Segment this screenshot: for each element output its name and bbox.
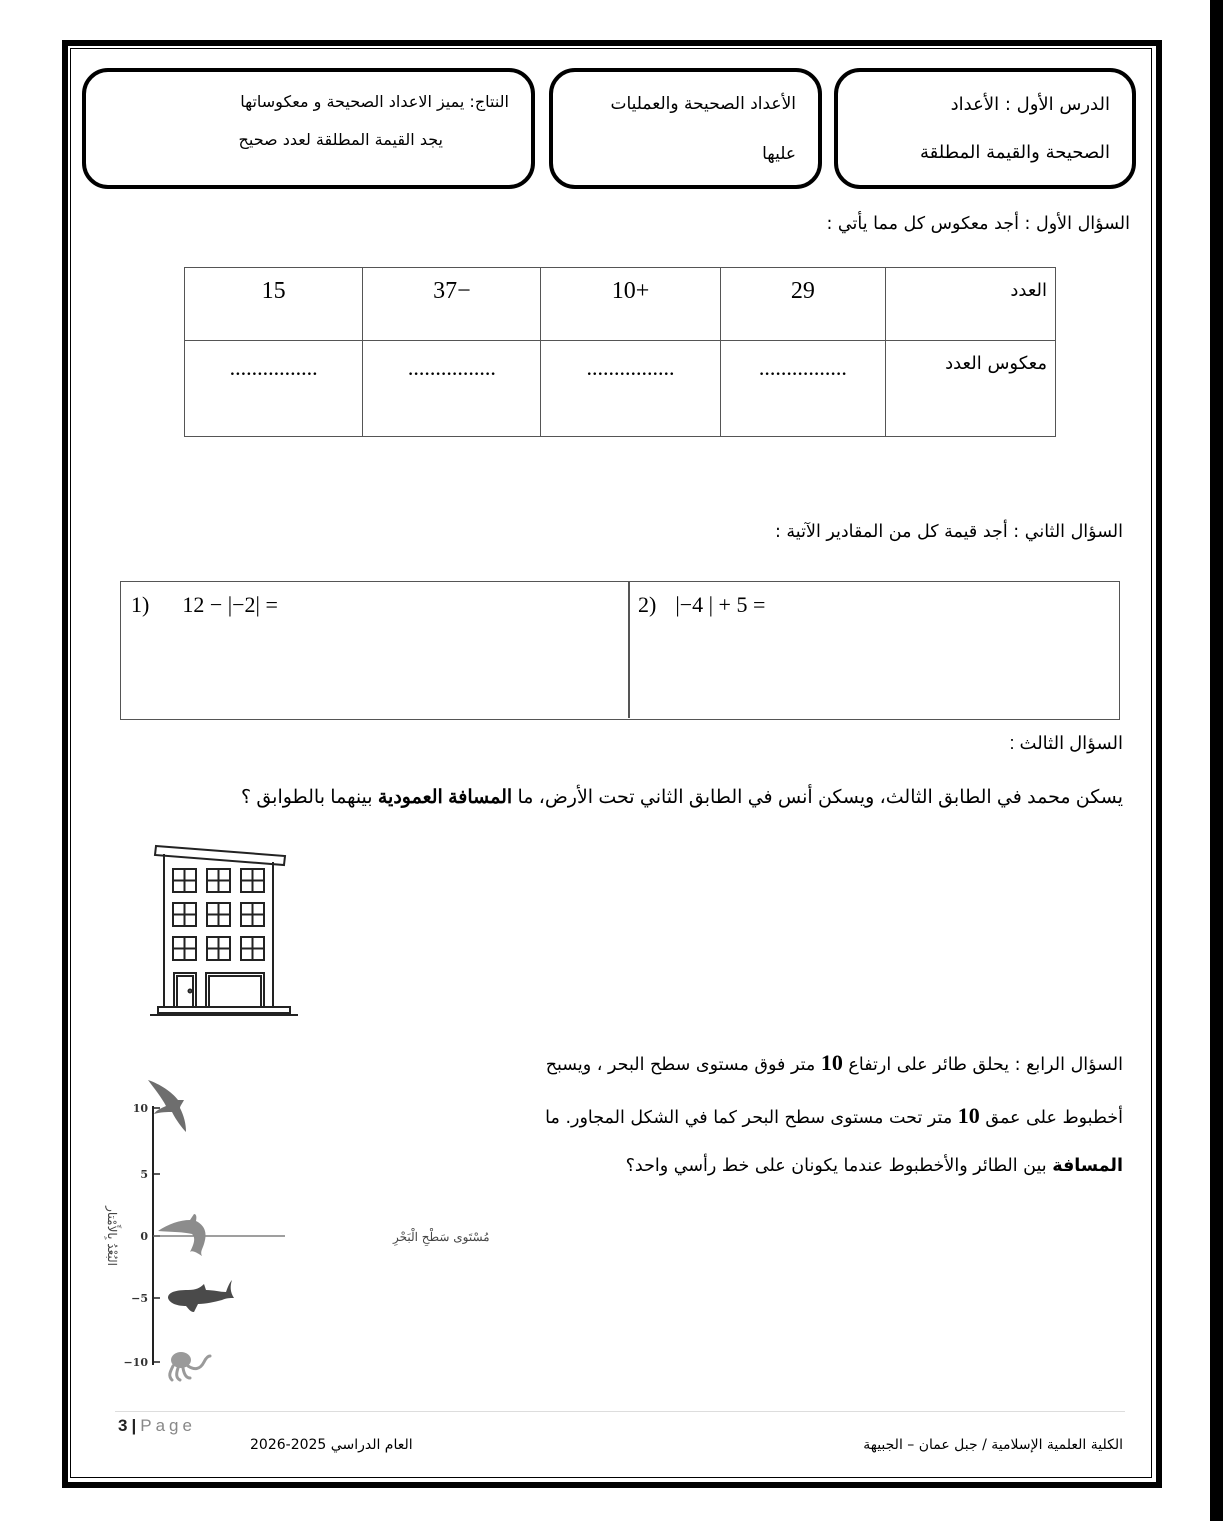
page-indicator (118, 1416, 196, 1436)
axis-ticks (153, 1108, 160, 1362)
expression-2-text: |−4 | + 5 = (675, 592, 766, 617)
dolphin-icon (158, 1214, 206, 1256)
expressions-box (120, 581, 1120, 720)
lesson-box (834, 68, 1136, 189)
lesson-title-line1: الدرس الأول : الأعداد (950, 94, 1110, 115)
footer-year: العام الدراسي 2025-2026 (250, 1437, 413, 1453)
unit-title-line1: الأعداد الصحيحة والعمليات (610, 94, 796, 114)
answer-blank[interactable]: ................ (720, 341, 886, 437)
tick-label: 0 (140, 1230, 148, 1243)
octopus-depth-value: 10 (957, 1103, 980, 1128)
expression-2-label: 2) (638, 592, 657, 617)
axis-label: البُعْدُ بِالأَمْتار (105, 1206, 119, 1266)
footer-school: الكلية العلمية الإسلامية / جبل عمان – الجبيهة (863, 1437, 1123, 1453)
opposites-table (184, 267, 1056, 437)
question3-title: السؤال الثالث : (1009, 733, 1123, 753)
question3-text (241, 786, 1123, 809)
question3-text-part: بينهما بالطوابق ؟ (240, 787, 378, 808)
question4-line2 (545, 1103, 1123, 1129)
row-label-opposite: معكوس العدد (886, 341, 1056, 437)
sea-level-label: مُسْتَوى سَطْحِ الْبَحْرِ (393, 1230, 490, 1244)
question3-text-part: يسكن محمد في الطابق الثالث، ويسكن أنس في الطابق الثاني تحت الأرض، ما (512, 787, 1123, 808)
question2-title: السؤال الثاني : أجد قيمة كل من المقادير الآتية : (774, 522, 1123, 542)
answer-blank[interactable]: ................ (185, 341, 363, 437)
edge-bar (1210, 0, 1223, 1521)
unit-box (549, 68, 822, 189)
tick-label: 5 (140, 1168, 148, 1181)
building-garage (206, 973, 264, 1007)
question4-text-part: أخطبوط على عمق (979, 1108, 1123, 1128)
footer-divider (115, 1411, 1125, 1412)
number-cell: 15 (185, 268, 363, 341)
outcome-line2: يجد القيمة المطلقة لعدد صحيح (238, 130, 443, 149)
answer-blank[interactable]: ................ (363, 341, 541, 437)
question4-text-part: متر تحت مستوى سطح البحر كما في الشكل المجاور. ما (545, 1108, 958, 1128)
outcome-line1: النتاج: يميز الاعداد الصحيحة و معكوساتها (240, 92, 509, 111)
outcome-box (82, 68, 535, 189)
lesson-title-line2: الصحيحة والقيمة المطلقة (919, 142, 1110, 163)
shark-icon (168, 1280, 234, 1312)
question4-text-part: السؤال الرابع : يحلق طائر على ارتفاع (842, 1055, 1123, 1075)
building-illustration (148, 842, 300, 1020)
expression-1-text: 12 − |−2| = (182, 592, 278, 617)
expression-1[interactable] (131, 592, 278, 618)
question4-emphasis: المسافة (1052, 1156, 1123, 1176)
number-cell: 29 (720, 268, 886, 341)
bird-height-value: 10 (820, 1050, 843, 1075)
octopus-icon (170, 1352, 210, 1380)
number-cell: +10 (541, 268, 720, 341)
tick-label: −10 (123, 1356, 148, 1369)
sea-level-figure (80, 1070, 490, 1390)
expression-1-label: 1) (131, 592, 150, 617)
question4-line3 (626, 1156, 1123, 1176)
question4-line1 (546, 1050, 1123, 1076)
question4-text-part: بين الطائر والأخطبوط عندما يكونان على خط رأسي واحد؟ (625, 1156, 1053, 1176)
question1-title: السؤال الأول : أجد معكوس كل مما يأتي : (826, 214, 1130, 234)
page-number: 3 (118, 1416, 128, 1435)
building-windows (173, 869, 264, 960)
page-word: Page (140, 1416, 196, 1435)
unit-title-line2: عليها (762, 144, 796, 164)
building-roof (155, 846, 285, 865)
page-separator: | (131, 1416, 137, 1435)
tick-label: −5 (131, 1292, 148, 1305)
tick-label: 10 (132, 1102, 148, 1115)
answer-blank[interactable]: ................ (541, 341, 720, 437)
expression-2[interactable] (638, 592, 765, 618)
question3-emphasis: المسافة العمودية (377, 787, 513, 808)
number-cell: −37 (363, 268, 541, 341)
row-label-number: العدد (886, 268, 1056, 341)
expressions-divider (628, 582, 630, 718)
question4-text-part: متر فوق مستوى سطح البحر ، ويسبح (545, 1055, 821, 1075)
